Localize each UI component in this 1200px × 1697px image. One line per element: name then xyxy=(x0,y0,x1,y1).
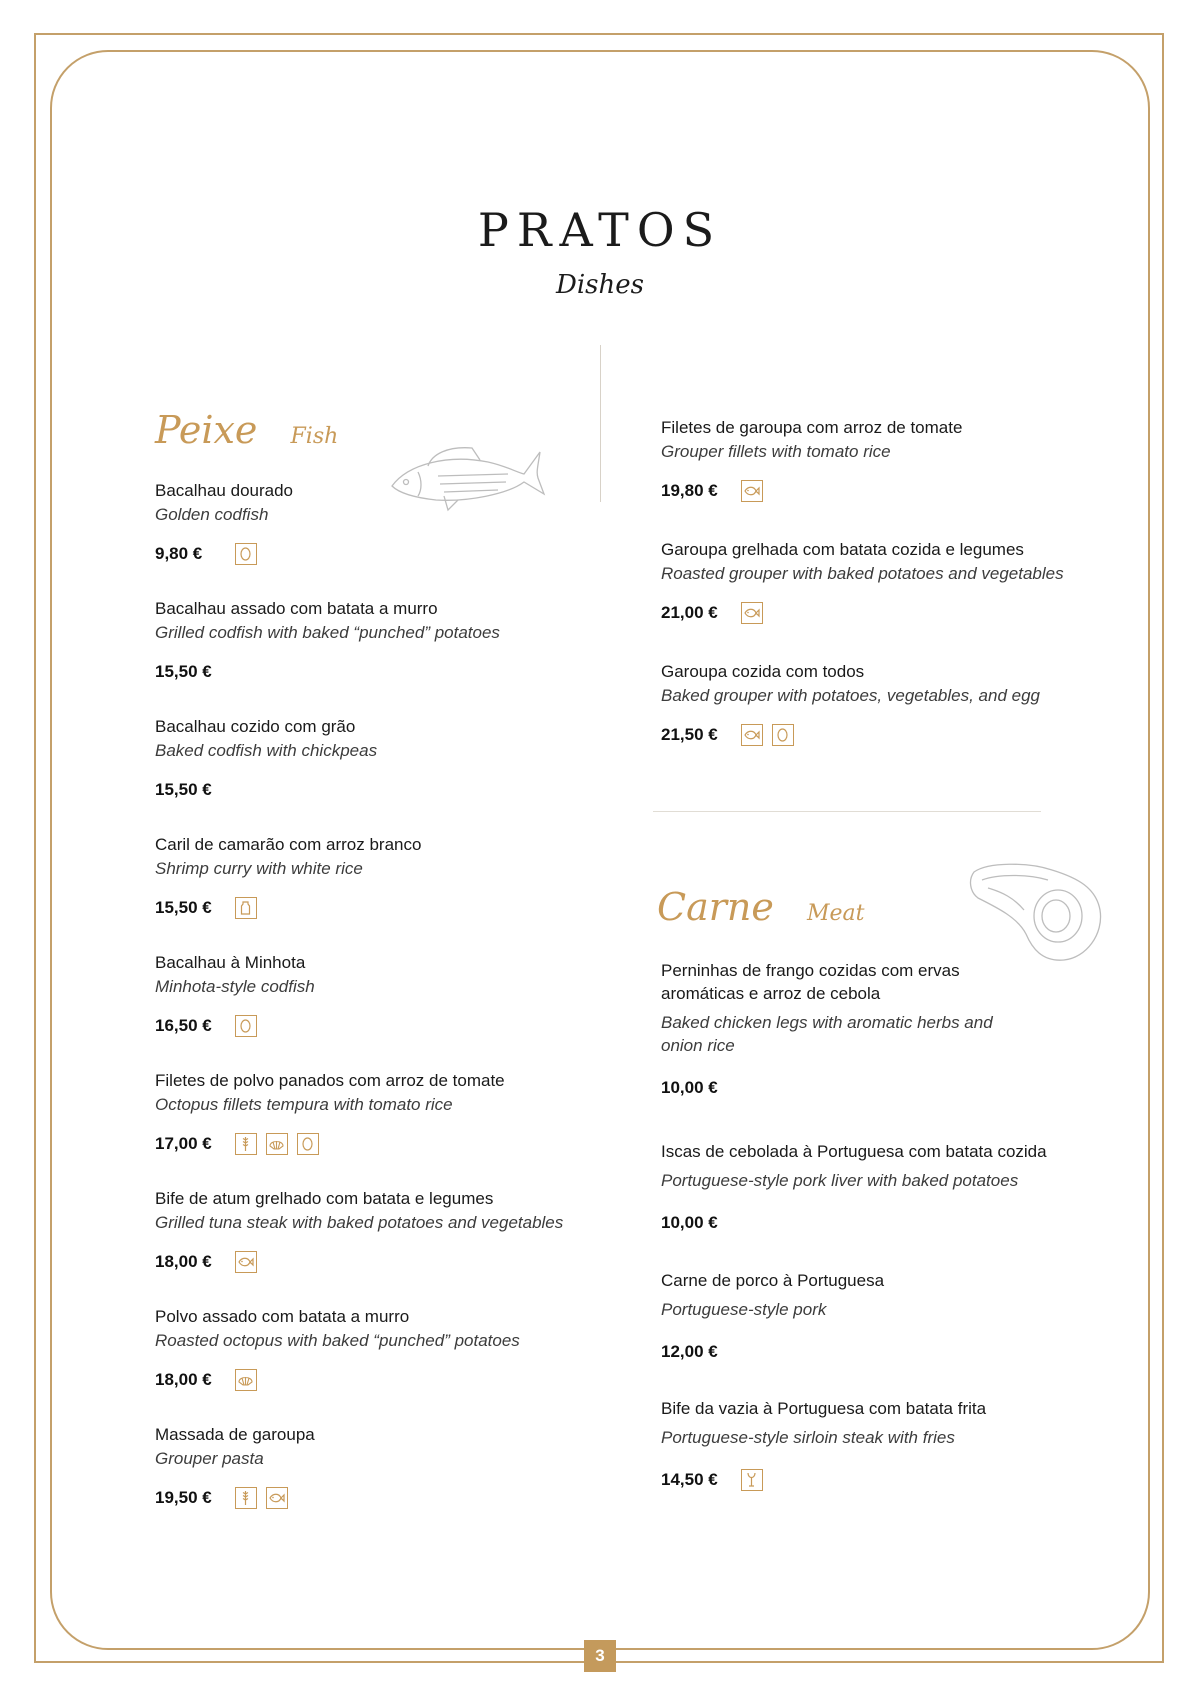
milk-icon xyxy=(235,897,257,919)
menu-item xyxy=(155,1187,625,1275)
price-row xyxy=(661,600,1131,626)
dish-name-en: Minhota-style codfish xyxy=(155,977,315,996)
price-row xyxy=(661,1339,1131,1365)
dish-name-pt: Bacalhau dourado xyxy=(155,481,294,500)
menu-item xyxy=(155,597,625,685)
dish-name-en: Golden codfish xyxy=(155,505,269,524)
price-row xyxy=(155,1485,625,1511)
menu-item xyxy=(155,1069,625,1157)
dish-name-pt: Carne de porco à Portuguesa xyxy=(661,1271,885,1290)
egg-icon xyxy=(297,1133,319,1155)
dish-price: 19,50 € xyxy=(155,1488,212,1507)
dish-price: 21,00 € xyxy=(661,603,718,622)
dish-name-pt: Bife de atum grelhado com batata e legumes xyxy=(155,1189,494,1208)
price-row xyxy=(661,1210,1131,1236)
menu-item xyxy=(155,951,625,1039)
fish-section-title: Peixe xyxy=(155,408,258,452)
menu-item xyxy=(155,479,625,567)
fish-icon xyxy=(266,1487,288,1509)
gluten-icon xyxy=(235,1133,257,1155)
dish-name-en: Roasted grouper with baked potatoes and vegetables xyxy=(661,564,1064,583)
price-row xyxy=(661,1467,1131,1493)
dish-name-pt: Bacalhau à Minhota xyxy=(155,953,306,972)
menu-item xyxy=(661,1140,1131,1236)
menu-item xyxy=(155,833,625,921)
meat-section-title: Carne xyxy=(657,885,774,929)
fish-section-subtitle: Fish xyxy=(290,424,339,449)
dish-price: 10,00 € xyxy=(661,1078,718,1097)
dish-name-en: Roasted octopus with baked “punched” potatoes xyxy=(155,1331,520,1350)
dish-name-pt: Bife da vazia à Portuguesa com batata frita xyxy=(661,1399,987,1418)
dish-price: 15,50 € xyxy=(155,662,212,681)
dish-price: 18,00 € xyxy=(155,1252,212,1271)
dish-name-en: Grouper pasta xyxy=(155,1449,264,1468)
dish-name-pt: Iscas de cebolada à Portuguesa com batata cozida xyxy=(661,1142,1047,1161)
dish-name-en: Grilled tuna steak with baked potatoes and vegetables xyxy=(155,1213,564,1232)
fish-section-heading xyxy=(155,408,338,452)
price-row xyxy=(661,478,1131,504)
dish-price: 18,00 € xyxy=(155,1370,212,1389)
dish-price: 17,00 € xyxy=(155,1134,212,1153)
section-divider xyxy=(653,811,1041,812)
dish-name-pt: Massada de garoupa xyxy=(155,1425,315,1444)
fish-icon xyxy=(741,480,763,502)
meat-icon xyxy=(968,858,1108,968)
fish-icon xyxy=(741,602,763,624)
menu-item xyxy=(155,1423,625,1511)
price-row xyxy=(155,541,625,567)
price-row xyxy=(155,1367,625,1393)
price-row xyxy=(155,777,625,803)
dish-name-pt: Filetes de polvo panados com arroz de tomate xyxy=(155,1071,505,1090)
meat-section-subtitle: Meat xyxy=(806,901,865,926)
dish-price: 15,50 € xyxy=(155,780,212,799)
dish-price: 10,00 € xyxy=(661,1213,718,1232)
egg-icon xyxy=(235,543,257,565)
dish-name-en: Grilled codfish with baked “punched” potatoes xyxy=(155,623,500,642)
dish-name-en: Portuguese-style pork liver with baked potatoes xyxy=(661,1171,1019,1190)
egg-icon xyxy=(235,1015,257,1037)
dish-name-pt: Polvo assado com batata a murro xyxy=(155,1307,410,1326)
dish-name-en: Octopus fillets tempura with tomato rice xyxy=(155,1095,453,1114)
dish-price: 12,00 € xyxy=(661,1342,718,1361)
dish-name-en: Portuguese-style pork xyxy=(661,1300,827,1319)
egg-icon xyxy=(772,724,794,746)
dish-price: 21,50 € xyxy=(661,725,718,744)
menu-item xyxy=(661,959,1001,1101)
dish-name-en: Portuguese-style sirloin steak with fries xyxy=(661,1428,955,1447)
dish-name-en: Grouper fillets with tomato rice xyxy=(661,442,891,461)
fish-icon xyxy=(741,724,763,746)
menu-item xyxy=(661,1269,1131,1365)
menu-item xyxy=(155,1305,625,1393)
price-row xyxy=(155,895,625,921)
menu-item xyxy=(661,660,1131,748)
dish-name-en: Baked chicken legs with aromatic herbs and onion rice xyxy=(661,1013,993,1055)
price-row xyxy=(661,1075,1001,1101)
dish-price: 14,50 € xyxy=(661,1470,718,1489)
page-number: 3 xyxy=(584,1640,616,1672)
dish-name-pt: Filetes de garoupa com arroz de tomate xyxy=(661,418,963,437)
price-row xyxy=(155,1131,625,1157)
sulphites-icon xyxy=(741,1469,763,1491)
shellfish-icon xyxy=(266,1133,288,1155)
fish-icon xyxy=(235,1251,257,1273)
menu-item xyxy=(155,715,625,803)
shellfish-icon xyxy=(235,1369,257,1391)
price-row xyxy=(155,659,625,685)
dish-name-pt: Garoupa cozida com todos xyxy=(661,662,865,681)
dish-name-pt: Bacalhau cozido com grão xyxy=(155,717,356,736)
price-row xyxy=(155,1013,625,1039)
price-row xyxy=(155,1249,625,1275)
dish-name-pt: Caril de camarão com arroz branco xyxy=(155,835,422,854)
dish-price: 9,80 € xyxy=(155,544,203,563)
gluten-icon xyxy=(235,1487,257,1509)
dish-name-pt: Garoupa grelhada com batata cozida e legumes xyxy=(661,540,1024,559)
meat-section-heading xyxy=(657,885,864,929)
menu-item xyxy=(661,416,1131,504)
dish-price: 19,80 € xyxy=(661,481,718,500)
menu-item xyxy=(661,1397,1131,1493)
menu-item xyxy=(661,538,1131,626)
dish-name-en: Baked codfish with chickpeas xyxy=(155,741,378,760)
dish-name-pt: Bacalhau assado com batata a murro xyxy=(155,599,438,618)
dish-price: 15,50 € xyxy=(155,898,212,917)
dish-price: 16,50 € xyxy=(155,1016,212,1035)
dish-name-en: Shrimp curry with white rice xyxy=(155,859,363,878)
dish-name-en: Baked grouper with potatoes, vegetables, and egg xyxy=(661,686,1040,705)
dish-name-pt: Perninhas de frango cozidas com ervas aromáticas e arroz de cebola xyxy=(661,961,960,1003)
price-row xyxy=(661,722,1131,748)
page-title: PRATOS xyxy=(477,203,723,257)
page-subtitle: Dishes xyxy=(556,270,644,300)
